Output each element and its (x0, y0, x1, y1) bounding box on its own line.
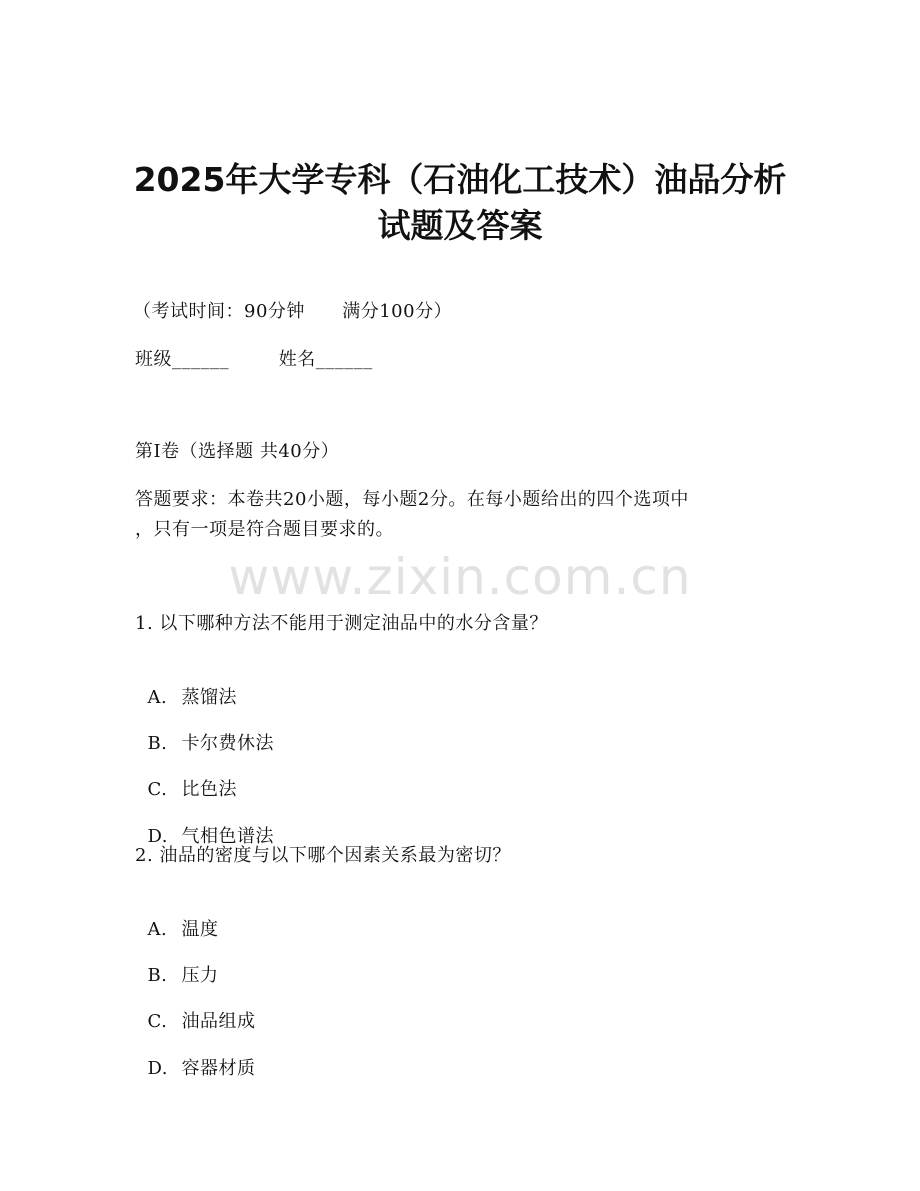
option-text: 卡尔费休法 (181, 733, 274, 754)
instructions-line-2: ，只有一项是符合题目要求的。 (135, 519, 394, 540)
option-text: 蒸馏法 (181, 687, 237, 708)
option-text: 容器材质 (181, 1058, 256, 1079)
exam-info: （考试时间：90分钟 满分100分） (133, 301, 453, 322)
watermark: www.zixin.com.cn (228, 548, 692, 606)
section-header: 第I卷（选择题 共40分） (135, 441, 340, 462)
question-2-option-d (135, 1027, 255, 1083)
option-text: 气相色谱法 (181, 826, 274, 847)
option-text: 压力 (181, 965, 219, 986)
question-1-stem: 1. 以下哪种方法不能用于测定油品中的水分含量？ (135, 613, 548, 634)
option-letter: A. (147, 687, 168, 708)
option-letter: C. (147, 1011, 168, 1032)
option-letter: A. (147, 919, 168, 940)
option-letter: B. (147, 733, 168, 754)
class-name-line: 班级______ 姓名______ (135, 349, 373, 370)
instructions-line-1: 答题要求：本卷共20小题，每小题2分。在每小题给出的四个选项中 (135, 489, 689, 510)
option-letter: C. (147, 779, 168, 800)
document-title-line-2: 试题及答案 (377, 206, 543, 245)
question-2-stem: 2. 油品的密度与以下哪个因素关系最为密切？ (135, 845, 511, 866)
document-title-line-1: 2025年大学专科（石油化工技术）油品分析 (133, 160, 787, 199)
option-text: 温度 (181, 919, 219, 940)
option-text: 油品组成 (181, 1011, 256, 1032)
option-letter: B. (147, 965, 168, 986)
option-letter: D. (147, 826, 168, 847)
option-text: 比色法 (181, 779, 237, 800)
option-letter: D. (147, 1058, 168, 1079)
